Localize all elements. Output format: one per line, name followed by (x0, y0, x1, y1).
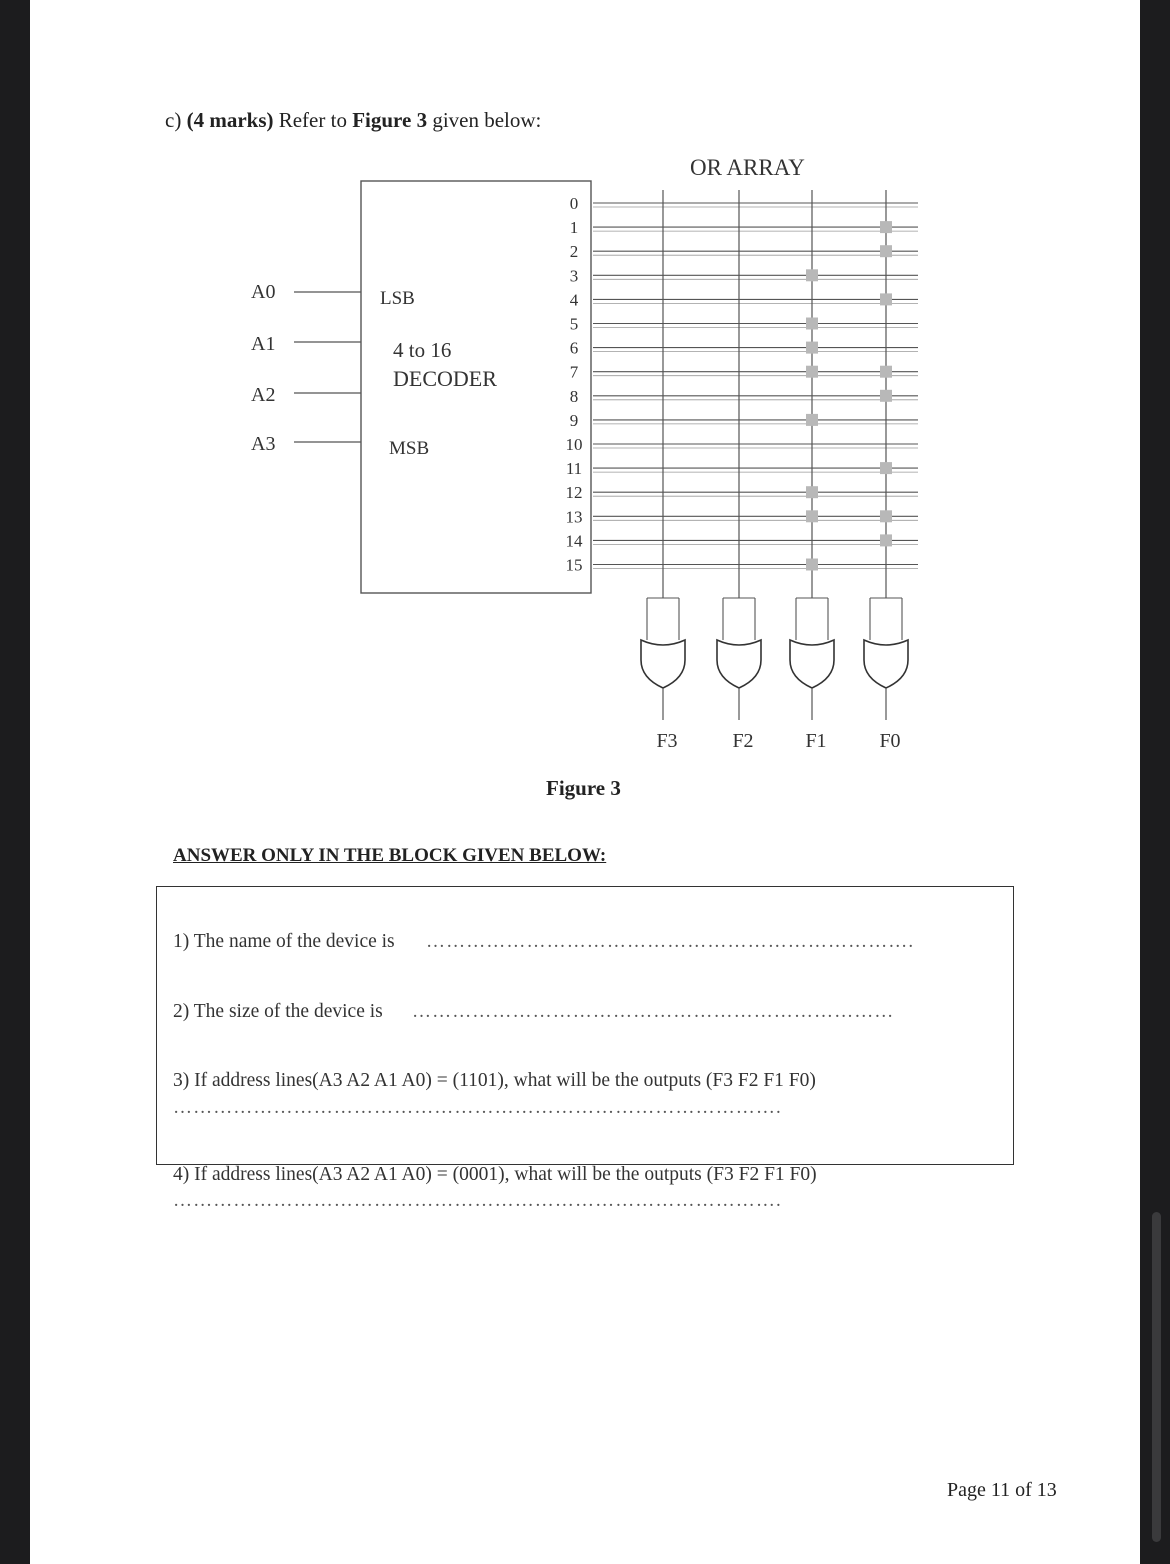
or-gate-symbol (864, 640, 908, 688)
output-number: 1 (569, 218, 579, 238)
connection-mark (880, 462, 892, 474)
output-number: 3 (569, 266, 579, 286)
or-output-labels (656, 730, 900, 752)
connection-mark (880, 390, 892, 402)
output-number: 2 (569, 242, 579, 262)
connection-mark (806, 414, 818, 426)
answer-instruction: ANSWER ONLY IN THE BLOCK GIVEN BELOW: (173, 845, 607, 866)
question-1: 1) The name of the device is (173, 931, 395, 952)
question-label: c) (165, 108, 182, 132)
connection-mark (806, 269, 818, 281)
decoder-lsb-label: LSB (380, 288, 415, 309)
input-label-a3: A3 (251, 433, 276, 455)
question-2: 2) The size of the device is (173, 1001, 383, 1022)
connection-mark (806, 486, 818, 498)
output-number: 4 (569, 290, 579, 310)
decoder-output-numbers (566, 194, 584, 575)
or-array-label: OR ARRAY (690, 155, 805, 180)
output-number: 0 (569, 194, 579, 213)
connection-mark (880, 534, 892, 546)
or-gate-symbol (717, 640, 761, 688)
connection-mark (806, 366, 818, 378)
question-given-text: given below: (432, 108, 542, 132)
output-label: F1 (805, 730, 827, 752)
connection-mark (880, 366, 892, 378)
output-number: 15 (565, 555, 583, 575)
connection-mark (880, 221, 892, 233)
connection-mark (806, 510, 818, 522)
page-number: Page 11 of 13 (947, 1479, 1057, 1501)
output-number: 13 (565, 507, 583, 527)
question-marks: (4 marks) (186, 108, 274, 132)
output-number: 11 (565, 459, 583, 479)
figure-caption: Figure 3 (546, 776, 621, 800)
answer-blank-2[interactable]: ……………………………………………………………… (412, 1001, 895, 1022)
decoder-title-line2: DECODER (393, 366, 497, 391)
question-refer-text: Refer to (278, 108, 347, 132)
input-label-a1: A1 (251, 333, 276, 355)
connection-mark (806, 342, 818, 354)
output-label: F0 (879, 730, 901, 752)
or-gate-symbol (790, 640, 834, 688)
question-3: 3) If address lines(A3 A2 A1 A0) = (1101), what will be the outputs (F3 F2 F1 F0) (173, 1070, 816, 1091)
output-number: 8 (569, 386, 579, 406)
answer-block (156, 886, 1014, 1165)
output-number: 14 (565, 531, 583, 551)
input-label-a0: A0 (251, 281, 276, 303)
or-gate-symbol (641, 640, 685, 688)
output-number: 7 (569, 362, 579, 382)
decoder-title-line1: 4 to 16 (393, 338, 452, 362)
connection-mark (880, 245, 892, 257)
connection-mark (880, 510, 892, 522)
output-number: 12 (565, 483, 583, 503)
answer-blank-1[interactable]: ………………………………………………………………. (426, 931, 915, 952)
connection-mark (806, 559, 818, 571)
answer-blank-3[interactable]: ………………………………………………………………………………. (173, 1097, 782, 1118)
decoder-msb-label: MSB (389, 438, 430, 459)
connection-mark (880, 293, 892, 305)
decoder-output-lines (593, 203, 918, 569)
or-gates (641, 598, 908, 720)
output-number: 6 (569, 338, 579, 358)
address-inputs (251, 281, 361, 455)
output-label: F2 (732, 730, 754, 752)
output-number: 9 (569, 410, 579, 430)
answer-blank-4[interactable]: ………………………………………………………………………………. (173, 1190, 782, 1211)
output-number: 10 (565, 435, 583, 454)
output-label: F3 (656, 730, 678, 752)
output-number: 5 (569, 314, 579, 334)
scrollbar[interactable] (1152, 1212, 1161, 1542)
figure-reference: Figure 3 (352, 108, 428, 132)
input-label-a2: A2 (251, 384, 276, 406)
connection-mark (806, 318, 818, 330)
question-4: 4) If address lines(A3 A2 A1 A0) = (0001), what will be the outputs (F3 F2 F1 F0) (173, 1164, 817, 1185)
